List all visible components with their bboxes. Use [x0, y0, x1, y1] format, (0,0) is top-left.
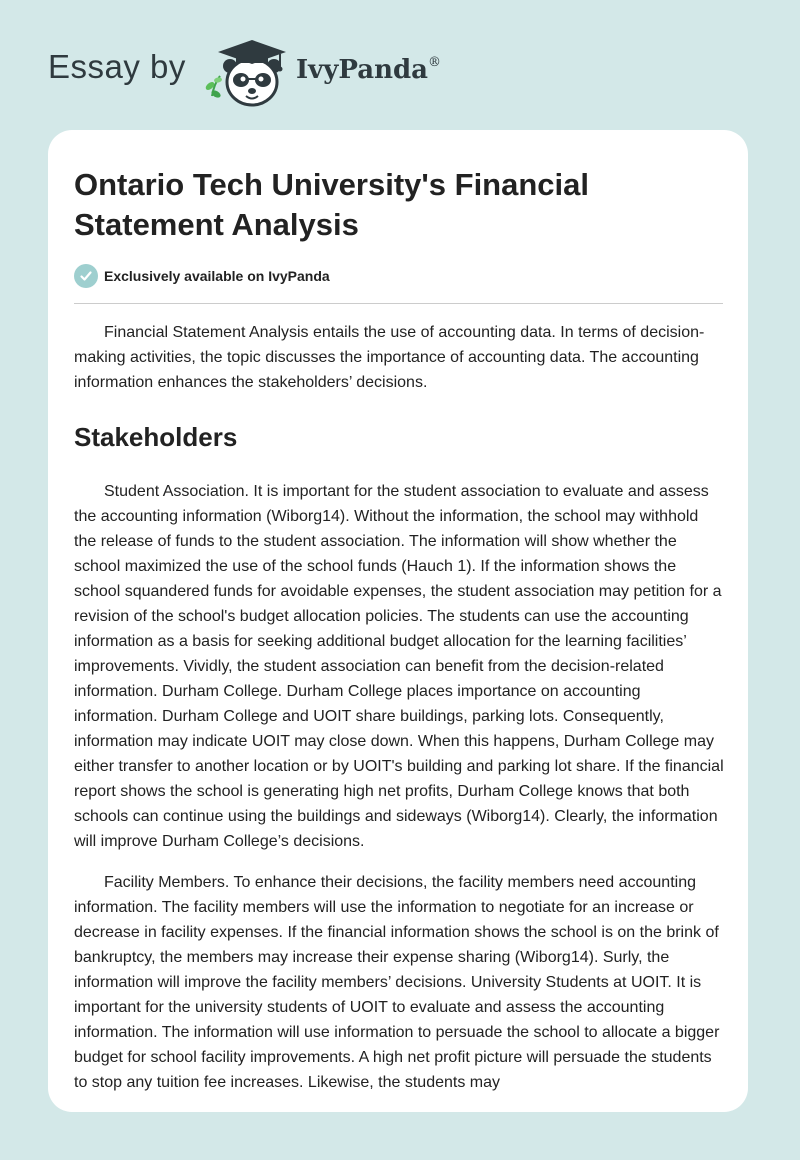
ivypanda-brand-name[interactable]	[296, 55, 441, 85]
essay-body	[74, 320, 724, 1095]
brand-name-text: IvyPanda	[296, 55, 429, 85]
check-circle-icon	[74, 264, 98, 288]
registered-mark: ®	[428, 55, 442, 70]
essay-card	[48, 130, 748, 1112]
exclusive-badge	[74, 264, 330, 288]
intro-paragraph: Financial Statement Analysis entails the use of accounting data. In terms of decision-making activities, the topic discusses the importance of accounting data. The accounting information enhances the stakeholders’ decisions.	[74, 324, 705, 391]
body-paragraph: Facility Members. To enhance their decisions, the facility members need accounting information. The facility members will use the information to negotiate for an increase or decrease in facility expenses. If the financial information shows the school is on the brink of bankruptcy, the members may increase their expense sharing (Wiborg14). Surly, the information will improve the facility members’ decisions. University Students at UOIT. It is important for the university students of UOIT to evaluate and assess the accounting information. The information will use information to persuade the school to allocate a bigger budget for school facility improvements. A high net profit picture will persuade the students to stop any tuition fee increases. Likewise, the students may	[74, 874, 720, 1091]
ivypanda-panda-logo-icon[interactable]	[200, 36, 300, 108]
checkmark-icon	[79, 269, 93, 283]
section-heading-stakeholders: Stakeholders	[74, 422, 238, 452]
divider	[74, 303, 723, 304]
essay-by-label: Essay by	[48, 48, 186, 85]
body-paragraph: Student Association. It is important for the student association to evaluate and assess the accounting information (Wiborg14). Without the information, the school may withhold the release of funds to the student association. The information will show whether the school maximized the use of the school funds (Hauch 1). If the information shows the school squandered funds for avoidable expenses, the student association may petition for a revision of the school's budget allocation policies. The students can use the accounting information as a basis for seeking additional budget allocation for the learning facilities’ improvements. Vividly, the student association can benefit from the decision-related information. Durham College. Durham College places importance on accounting information. Durham College and UOIT share buildings, parking lots. Consequently, information may indicate UOIT may close down. When this happens, Durham College may either transfer to another location or by UOIT's building and parking lot share. If the financial report shows the school is generating high net profits, Durham College knows that both schools can continue using the buildings and sideways (Wiborg14). Clearly, the information will improve Durham College’s decisions.	[74, 483, 724, 850]
essay-title: Ontario Tech University's Financial Statement Analysis	[74, 167, 589, 242]
exclusive-badge-text: Exclusively available on IvyPanda	[104, 268, 330, 284]
site-header	[0, 0, 800, 130]
